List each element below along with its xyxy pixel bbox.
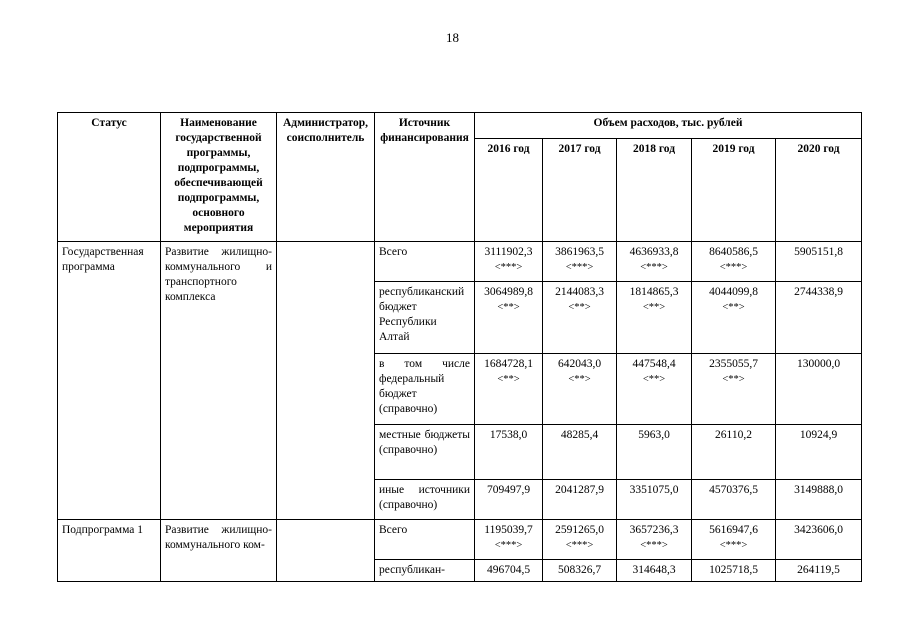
value-cell: 1195039,7 <***> — [475, 520, 543, 560]
value-cell: 3423606,0 — [776, 520, 862, 560]
header-admin: Администратор, соисполнитель — [277, 113, 375, 242]
header-year-2020: 2020 год — [776, 139, 862, 242]
value-cell: 5616947,6 <***> — [692, 520, 776, 560]
value-cell: 3351075,0 — [617, 480, 692, 520]
value-cell: 2355055,7 <**> — [692, 354, 776, 425]
value-cell: 10924,9 — [776, 425, 862, 480]
value-cell: 3861963,5 <***> — [543, 242, 617, 282]
table-row — [58, 520, 862, 560]
header-year-2018: 2018 год — [617, 139, 692, 242]
source-cell: республиканский бюджет Республики Алтай — [375, 282, 475, 354]
value-cell: 508326,7 — [543, 560, 617, 582]
header-year-2016: 2016 год — [475, 139, 543, 242]
page-number: 18 — [446, 30, 459, 45]
value-cell: 4044099,8 <**> — [692, 282, 776, 354]
value-cell: 1814865,3 <**> — [617, 282, 692, 354]
value-cell: 3149888,0 — [776, 480, 862, 520]
source-cell: Всего — [375, 242, 475, 282]
value-cell: 2041287,9 — [543, 480, 617, 520]
value-cell: 314648,3 — [617, 560, 692, 582]
source-cell: в том числе федеральный бюджет (справочно) — [375, 354, 475, 425]
value-cell: 8640586,5 <***> — [692, 242, 776, 282]
header-year-2017: 2017 год — [543, 139, 617, 242]
source-cell: местные бюджеты (справочно) — [375, 425, 475, 480]
source-cell: иные источники (справочно) — [375, 480, 475, 520]
source-cell: Всего — [375, 520, 475, 560]
value-cell: 264119,5 — [776, 560, 862, 582]
status-cell: Подпрограмма 1 — [58, 520, 161, 582]
value-cell: 642043,0 <**> — [543, 354, 617, 425]
value-cell: 4636933,8 <***> — [617, 242, 692, 282]
table-row — [58, 242, 862, 282]
value-cell: 4570376,5 — [692, 480, 776, 520]
header-year-2019: 2019 год — [692, 139, 776, 242]
value-cell: 5905151,8 — [776, 242, 862, 282]
budget-table — [57, 112, 862, 582]
value-cell: 48285,4 — [543, 425, 617, 480]
header-status: Статус — [58, 113, 161, 242]
value-cell: 2144083,3 <**> — [543, 282, 617, 354]
program-name-cell: Развитие жилищно-коммунального и транспортного комплекса — [161, 242, 277, 520]
value-cell: 3111902,3 <***> — [475, 242, 543, 282]
header-expenses: Объем расходов, тыс. рублей — [475, 113, 862, 139]
header-name: Наименование государственной программы, подпрограммы, обеспечивающей подпрограммы, основного мероприятия — [161, 113, 277, 242]
value-cell: 709497,9 — [475, 480, 543, 520]
value-cell: 3657236,3 <***> — [617, 520, 692, 560]
value-cell: 496704,5 — [475, 560, 543, 582]
program-name-cell: Развитие жилищно-коммунального ком- — [161, 520, 277, 582]
value-cell: 5963,0 — [617, 425, 692, 480]
source-cell: республикан- — [375, 560, 475, 582]
admin-cell — [277, 520, 375, 582]
value-cell: 2744338,9 — [776, 282, 862, 354]
value-cell: 26110,2 — [692, 425, 776, 480]
status-cell: Государственная программа — [58, 242, 161, 520]
value-cell: 2591265,0 <***> — [543, 520, 617, 560]
admin-cell — [277, 242, 375, 520]
value-cell: 1025718,5 — [692, 560, 776, 582]
value-cell: 17538,0 — [475, 425, 543, 480]
header-source: Источник финансирования — [375, 113, 475, 242]
value-cell: 1684728,1 <**> — [475, 354, 543, 425]
value-cell: 130000,0 — [776, 354, 862, 425]
value-cell: 447548,4 <**> — [617, 354, 692, 425]
value-cell: 3064989,8 <**> — [475, 282, 543, 354]
